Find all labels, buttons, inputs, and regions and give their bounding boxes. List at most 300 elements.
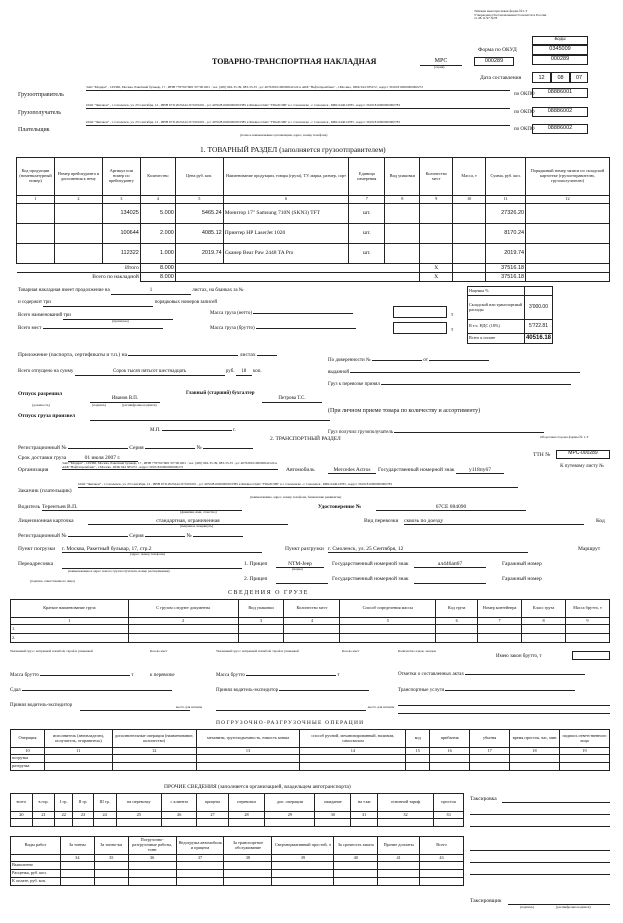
contains-value: три	[43, 300, 153, 307]
attach-suffix: листах	[239, 352, 256, 358]
goods-row	[17, 244, 610, 264]
continue-text: Товарная накладная имеет продолжение на	[18, 288, 110, 293]
col-num: 13	[196, 748, 300, 755]
cap-name: (расшифровка подписи)	[122, 403, 157, 407]
goods-header: Код продукции (номенклатурный номер)	[17, 158, 55, 196]
consignee-okpo-label: по ОКПО	[514, 110, 535, 115]
org-value: ЗАО "Модерн" , 129366, Москва, Ракетный бульвар, 17 , ИНН 7787027908 /677001001 , тел. (495) 992-35-39, 983-35-35 , р/с 40702810100000042124 в АКБ "Нефтепромбанк" , г.Москва , БИК 044 585272 , корр/с 30101810000000000272	[62, 461, 277, 469]
calc-header: Прочие доплаты	[378, 837, 420, 855]
unload-point-value: г. Смоленск, ул. 25 Сентября, 12	[328, 546, 528, 553]
gross-left-unit: т	[131, 673, 134, 678]
other-header: II гр.	[73, 794, 93, 812]
responsible-caption: (подпись ответственного лица)	[30, 579, 75, 583]
services-line-3	[398, 713, 610, 714]
calc-header: За тонно-км	[94, 837, 128, 855]
goods-header: Порядковый номер записи по складской картотеке (грузоотправителю, грузополучателю)	[526, 158, 610, 196]
handed-line	[10, 688, 172, 694]
goods-row	[17, 224, 610, 244]
warehouse-label: Складской или транспортный расходы	[468, 296, 525, 320]
taxation-line-1	[502, 802, 610, 803]
reg2-label: Регистрационный №	[18, 533, 67, 539]
readdress-caption: (наименование и адрес нового грузополучателя, номер распоряжения)	[68, 569, 170, 573]
proxy-label: По доверенности №	[328, 358, 371, 363]
consignee-label: Грузополучатель	[18, 110, 62, 116]
other-header: ожидание	[315, 794, 351, 812]
col-num: 38	[224, 855, 272, 862]
contains-line	[18, 300, 217, 307]
col-num: 18	[510, 748, 560, 755]
cargo-header: Код груза	[436, 600, 478, 618]
words-caption: (прописью)	[112, 319, 129, 323]
loadops-header: исполнитель (автовладелец, получатель, отправитель)	[44, 730, 112, 748]
reg2-series: Серия	[129, 533, 144, 539]
summary-box	[467, 286, 553, 344]
ttn-label: ТТН №	[533, 452, 551, 458]
col-num: 16	[430, 748, 470, 755]
driver-caption: (фамилия, имя, отчество)	[180, 510, 217, 514]
loadops-row	[11, 763, 610, 771]
other-header: основной тариф	[378, 794, 434, 812]
goods-table	[16, 157, 610, 282]
goods-name: Принтер HP LaserJet 1020	[223, 224, 349, 244]
gross-left-label: Масса брутто	[10, 673, 39, 678]
col-num: 7	[478, 618, 522, 625]
loadops-table	[10, 729, 610, 771]
itogo-label: Итого	[17, 264, 141, 273]
col-num: 8	[522, 618, 566, 625]
goods-price: 2019.74	[175, 244, 223, 264]
year-suffix: г.	[233, 428, 236, 433]
gross-line	[210, 326, 356, 332]
stamp-place-left: место для штампа	[176, 705, 203, 709]
col-num: 11	[486, 196, 526, 204]
col-num: 26	[162, 812, 197, 819]
col-num: 33	[433, 812, 463, 819]
goods-price: 4085.12	[175, 224, 223, 244]
count-label: Количество ездок, заездов	[398, 649, 436, 653]
gross-have-box	[572, 651, 610, 660]
loadops-row-label: погрузка	[11, 755, 45, 763]
proxy-line	[328, 358, 489, 364]
continue-line	[18, 288, 244, 295]
names-line	[18, 313, 173, 320]
gross-unit: т	[451, 328, 454, 333]
col-num: 4	[284, 618, 340, 625]
reg2-line	[18, 533, 243, 539]
col-num: 4	[140, 196, 175, 204]
col-num: 25	[116, 812, 162, 819]
calc-header: За срочность заказа	[334, 837, 378, 855]
col-num: 34	[60, 855, 94, 862]
goods-header: Вид упаковки	[385, 158, 420, 196]
loadops-header: механизм, грузоподъемность, емкость ковша	[196, 730, 300, 748]
cargo-row-num: 1.	[11, 625, 129, 634]
net-label: Масса груза (нетто)	[210, 311, 253, 316]
col-num: 6	[436, 618, 478, 625]
other-header-row	[11, 794, 464, 812]
received-line	[328, 430, 544, 436]
net-box	[393, 306, 447, 318]
handed2-line	[216, 688, 369, 694]
col-num: 12	[112, 748, 196, 755]
goods-sum: 2019.74	[486, 244, 526, 264]
mp-line	[150, 428, 236, 434]
license-card-label: Лицензионная карточка	[18, 518, 74, 524]
names-label: Всего наименований	[18, 313, 63, 318]
other-table	[10, 793, 464, 827]
col-num: 23	[73, 812, 93, 819]
trailer1-label: 1. Прицеп	[244, 561, 268, 567]
cargo-header: Масса брутто, т	[566, 600, 610, 618]
reg-label: Регистрационный №	[18, 445, 67, 451]
license-card-caption: (ненужное зачеркнуть)	[180, 524, 214, 528]
col-num: 10	[11, 748, 45, 755]
col-num: 10	[453, 196, 486, 204]
goods-header: Номер прейскуранта и дополнения к нему	[54, 158, 102, 196]
loadops-title: ПОГРУЗОЧНО-РАЗГРУЗОЧНЫЕ ОПЕРАЦИИ	[216, 720, 365, 726]
back-note: Оборотная сторона формы № 1-Т	[540, 435, 589, 439]
gross-have-label: Имею закон брутто, т	[496, 654, 542, 659]
calc-header: Недогрузка автомобиля и прицепа	[176, 837, 224, 855]
okud-code: 0345009	[532, 45, 588, 55]
gross-label: Масса груза (брутто)	[210, 326, 255, 331]
places-label-right: Кол-во мест	[342, 649, 360, 653]
total-label: Всего по накладной	[17, 273, 141, 282]
allowed-label: Отпуск разрешил	[18, 391, 63, 397]
col-num: 1	[11, 618, 129, 625]
cap-position: (должность)	[32, 403, 50, 407]
col-num: 20	[11, 812, 33, 819]
customer-caption: (наименование, адрес, номер телефона, банковские реквизиты)	[250, 495, 342, 499]
kop-value: 18	[236, 369, 252, 376]
calc-row	[11, 878, 464, 886]
col-num: 5	[340, 618, 436, 625]
cargo-row-num: 2.	[11, 634, 129, 643]
services-line-2	[398, 705, 610, 706]
other-header: в гор.	[32, 794, 55, 812]
customer-value: ООО "Ченчкон" , г. Смоленск, ул. 25 Сентября, 12 , ИНН 67312023244 /671001001 , р/с 40702810200000053385 в Филиал ОАО "УРАЛСИБ" в г. Смоленске , г. Смоленск , БИК 044614783 , корр/с 30101810000000000783	[78, 483, 518, 488]
release-line	[18, 369, 262, 376]
date-label: Дата составления	[480, 75, 522, 81]
consignee-okpo: 08886002	[532, 107, 588, 117]
reg-num: №	[196, 445, 202, 451]
col-num: 19	[559, 748, 609, 755]
calc-header-row	[11, 837, 464, 855]
form-note-line: Типовая межотраслевая форма №1-Т	[474, 9, 528, 13]
shipper-okpo-label: по ОКПО	[514, 92, 535, 97]
driver-value: Терентьев В.П.	[42, 504, 242, 511]
garage2-label: Гаражный номер	[502, 576, 542, 582]
loadops-header: дополнительные операции (наименование, количество)	[112, 730, 196, 748]
seal-label-right: Указанный груз с исправной пломбой, тарой и упаковкой	[216, 649, 299, 653]
doc-number: 000289	[474, 57, 514, 66]
loadops-header: способ ручной, механизированный, наливом, самосвалом	[300, 730, 406, 748]
to-transport-label: к перевозке	[150, 673, 175, 678]
license-value: 67СЕ 084090	[376, 504, 526, 511]
issued-line	[328, 370, 580, 376]
goods-name: Сканер Bear Paw 2448 TA Pro	[223, 244, 349, 264]
places-label-left: Кол-во мест	[150, 649, 168, 653]
col-num: 1	[17, 196, 55, 204]
auto-label: Автомобиль	[286, 467, 315, 473]
payer-okpo-label: по ОКПО	[514, 127, 535, 132]
cargo-header-row	[11, 600, 610, 618]
form-number: 000289	[532, 55, 588, 65]
loadops-header: убытия	[470, 730, 510, 748]
col-num: 28	[228, 812, 265, 819]
calc-header: Погрузочно-разгрузочные работы, тонн	[128, 837, 176, 855]
goods-unit: шт.	[349, 224, 385, 244]
goods-header: Единица измерения	[349, 158, 385, 196]
load-point-label: Пункт погрузки	[18, 546, 56, 552]
gross-right-unit: т	[337, 673, 340, 678]
taxer-signature-caption: (подпись)	[520, 905, 535, 909]
cargo-header: Вид упаковки	[238, 600, 284, 618]
gross-right-line	[216, 673, 340, 679]
services-label: Транспортные услуги	[398, 688, 445, 693]
series-caption: (серия)	[434, 65, 445, 69]
trailer2-line	[276, 583, 328, 584]
handed-label: Сдал	[10, 688, 21, 693]
contains-caption: порядковых номеров записей	[154, 300, 217, 305]
col-num: 7	[349, 196, 385, 204]
goods-qty: 2.000	[140, 224, 175, 244]
other-row	[11, 819, 464, 827]
org-label: Организация	[18, 467, 49, 473]
plate-value: у118пу67	[456, 467, 504, 474]
transport-kind-label: Вид перевозки	[364, 518, 399, 524]
col-num: 39	[272, 855, 334, 862]
taxation-line-4	[470, 850, 610, 851]
calc-row-label: Выполнено	[11, 862, 61, 870]
series-value: МРС	[420, 58, 462, 66]
pay-total-value: 40516.18	[524, 334, 552, 344]
col-num: 11	[44, 748, 112, 755]
vat-value: 5'722.81	[524, 320, 552, 334]
col-num: 21	[32, 812, 55, 819]
shipper-label: Грузоотправитель	[18, 92, 64, 98]
form-note	[474, 10, 622, 21]
personal-note: (При личном приеме товара по количеству и ассортименту)	[328, 408, 481, 414]
payer-text: ООО "Ченчкон" , г. Смоленск, ул. 25 Сентября, 12 , ИНН 67312023244 /671001001 , р/с 40702810200000053385 в Филиал ОАО "УРАЛСИБ" в г. Смоленске , г. Смоленск , БИК 044614783 , корр/с 30101810000000000783	[86, 121, 510, 126]
codes-header: Коды	[532, 36, 588, 45]
calc-row	[11, 862, 464, 870]
attach-label: Приложение (паспорта, сертификаты и т.п.) на	[18, 352, 128, 358]
goods-unit: шт.	[349, 244, 385, 264]
trailer1-plate: ал446ап67	[414, 561, 486, 568]
col-num: 17	[470, 748, 510, 755]
reg-series: Серия	[129, 445, 144, 451]
loadops-header: код	[406, 730, 430, 748]
shipper-okpo: 08886001	[532, 88, 588, 98]
seal-label-left: Указанный груз с исправной пломбой, тарой и упаковкой	[10, 649, 93, 653]
col-num: 43	[420, 855, 464, 862]
trailer1-caption: (марка)	[292, 567, 303, 571]
loadops-header: Операция	[11, 730, 45, 748]
goods-header: Количество мест	[420, 158, 453, 196]
trailer2-plate-line	[414, 583, 486, 584]
consignee-text: ООО "Ченчкон" , г. Смоленск, ул. 25 Сентября, 12 , ИНН 67312023244 /671001001 , р/с 40702810200000053385 в Филиал ОАО "УРАЛСИБ" в г. Смоленске , г. Смоленск , БИК 044614783 , корр/с 30101810000000000783	[86, 104, 510, 109]
unload-point-label: Пункт разгрузки	[285, 546, 324, 552]
services-line	[398, 688, 575, 694]
other-header: III гр.	[93, 794, 116, 812]
payer-okpo: 08886002	[532, 124, 588, 134]
goods-header: Количество	[140, 158, 175, 196]
col-num: 24	[93, 812, 116, 819]
accepted-line	[328, 382, 571, 388]
cargo-header: Количество мест	[284, 600, 340, 618]
goods-unit: шт.	[349, 204, 385, 224]
calc-row-label: Расценка, руб. коп.	[11, 870, 61, 878]
cargo-header: Номер контейнера	[478, 600, 522, 618]
loadops-colnum-row	[11, 748, 610, 755]
col-num: 29	[265, 812, 315, 819]
taxer-name-caption: (расшифровка подписи)	[556, 905, 591, 909]
driver-accepted-label: Принял водитель-экспедитор	[10, 703, 73, 708]
goods-code: 134025	[102, 204, 140, 224]
cargo-row	[11, 634, 610, 643]
trailer1-value: NTM-Jeep	[276, 561, 324, 568]
col-num: 22	[55, 812, 73, 819]
srok-label: Срок доставки груза	[18, 455, 67, 461]
date-year: 07	[570, 72, 588, 83]
other-colnum-row	[11, 812, 464, 819]
mp-label: М.П.	[150, 428, 161, 433]
col-num: 3	[238, 618, 284, 625]
release-label: Всего отпущено на сумму	[18, 369, 74, 374]
other-title: ПРОЧИЕ СВЕДЕНИЯ (заполняется организацией, владельцем автотранспорта)	[164, 784, 351, 790]
sheets-label: листах, на бланках за №	[192, 288, 244, 293]
cargo-row	[11, 625, 610, 634]
col-num: 9	[566, 618, 610, 625]
calc-header: Сверхнормативный простой, ч	[272, 837, 334, 855]
places-label: Всего мест	[18, 326, 42, 331]
handed-right-line	[216, 710, 366, 711]
attach-line	[18, 352, 277, 358]
accountant-label: Главный (старший) бухгалтер	[186, 391, 255, 396]
goods-name: Монитор 17" Samsung 710N (SKN3) TFT	[223, 204, 349, 224]
col-num: 14	[300, 748, 406, 755]
col-num: 40	[334, 855, 378, 862]
col-num: 8	[385, 196, 420, 204]
loadops-row-label: разгрузка	[11, 763, 45, 771]
load-point-value: г. Москва, Ракетный бульвар, 17, стр.2	[62, 546, 262, 553]
vat-label: В т.ч. НДС (18%)	[468, 320, 525, 334]
goods-header: Наименование продукции, товара (груза), ТУ, марка, размер, сорт	[223, 158, 349, 196]
customer-label: Заказчик (плательщик)	[18, 488, 72, 494]
released-label: Отпуск груза произвел	[18, 413, 76, 419]
plate-label: Государственный номерной знак	[378, 467, 455, 473]
extra-label: Наценка %	[468, 287, 525, 296]
load-point-caption: (адрес, номер телефона)	[130, 552, 166, 556]
received-label: Груз получил грузополучатель	[328, 430, 394, 435]
goods-header-row	[17, 158, 610, 196]
taxation-line-6	[470, 874, 610, 875]
srok-value: 01 июля 2007 г.	[68, 455, 138, 462]
col-num: 2	[128, 618, 238, 625]
plate2-label: Государственный номерной знак	[332, 561, 409, 567]
gross-right-label: Масса брутто	[216, 673, 245, 678]
net-unit: т	[451, 313, 454, 318]
ttn-value: МРС-000289	[556, 450, 610, 459]
goods-header: Масса, т	[453, 158, 486, 196]
section2-title: 2. ТРАНСПОРТНЫЙ РАЗДЕЛ	[270, 436, 341, 442]
other-header: на перевозку	[116, 794, 162, 812]
allowed-name: Иванов В.П.	[90, 396, 160, 403]
goods-sum: 8170.24	[486, 224, 526, 244]
code-label: Код	[596, 518, 605, 524]
loadops-row	[11, 755, 610, 763]
calc-row	[11, 870, 464, 878]
other-header: с клиента	[162, 794, 197, 812]
notes-label: Отметки о составленных актах	[398, 672, 465, 677]
taxation-line-3	[470, 826, 610, 827]
goods-total-row	[17, 273, 610, 282]
col-num: 31	[351, 812, 378, 819]
col-num: 2	[54, 196, 102, 204]
pay-total-label: Всего к оплате	[468, 334, 525, 344]
calc-header: За транспортное обслуживание	[224, 837, 272, 855]
released-line	[90, 420, 330, 421]
payer-caption: (полное наименование организации, адрес, номер телефона)	[240, 133, 328, 137]
goods-row	[17, 204, 610, 224]
calc-row-label: К оплате, руб. коп.	[11, 878, 61, 886]
col-num: 6	[223, 196, 349, 204]
shipper-text: ЗАО "Модерн" , 129366, Москва, Ракетный бульвар, 17 , ИНН 7787027908 /677001001 , тел. (495) 992-35-39, 983-35-35 , р/с 40702810100000042124 в АКБ "Нефтепромбанк" , г.Москва , БИК 044 585272 , корр/с 30101810000000000272	[86, 86, 510, 91]
okud-label: Форма по ОКУД	[478, 47, 517, 53]
col-num: 3	[102, 196, 140, 204]
other-header: доп. операции	[265, 794, 315, 812]
gross-box	[393, 322, 447, 334]
other-header: простоя	[433, 794, 463, 812]
taxation-line-2	[470, 814, 610, 815]
taxation-line-5	[470, 862, 610, 863]
putevoy-label: К путевому листу №	[560, 464, 604, 469]
itogo-places: X	[420, 264, 453, 273]
proxy-from: от	[423, 358, 428, 363]
goods-header: Сумма, руб. коп.	[486, 158, 526, 196]
rub-label: руб.	[225, 369, 235, 374]
calc-header: Всего	[420, 837, 464, 855]
readdress-label: Переадресовка	[18, 561, 54, 567]
total-qty: 8.000	[140, 273, 175, 282]
loadops-header: прибытия	[430, 730, 470, 748]
cargo-table	[10, 599, 610, 643]
section1-title: 1. ТОВАРНЫЙ РАЗДЕЛ (заполняется грузоотправителем)	[200, 145, 386, 154]
col-num: 36	[128, 855, 176, 862]
goods-header: Цена руб. коп.	[175, 158, 223, 196]
goods-header: Артикул или номер по прейскуранту	[102, 158, 140, 196]
goods-price: 5465.24	[175, 204, 223, 224]
cargo-header: Класс груза	[522, 600, 566, 618]
cap-signature: (подпись)	[92, 403, 107, 407]
license-card-value: стандартная, ограниченная	[88, 518, 288, 525]
goods-sum: 27326.20	[486, 204, 526, 224]
col-num: 5	[175, 196, 223, 204]
net-line	[210, 311, 353, 317]
contains-label: и содержит	[18, 300, 43, 305]
loadops-header: подпись ответственного лица	[559, 730, 609, 748]
cargo-header: Краткое наименование груза	[11, 600, 129, 618]
goods-code: 112322	[102, 244, 140, 264]
cargo-title: СВЕДЕНИЯ О ГРУЗЕ	[228, 590, 309, 596]
col-num: 41	[378, 855, 420, 862]
col-num: 12	[526, 196, 610, 204]
total-places: X	[420, 273, 453, 282]
payer-label: Плательщик	[18, 127, 50, 133]
goods-colnum-row	[17, 196, 610, 204]
names-value: три	[63, 313, 173, 320]
